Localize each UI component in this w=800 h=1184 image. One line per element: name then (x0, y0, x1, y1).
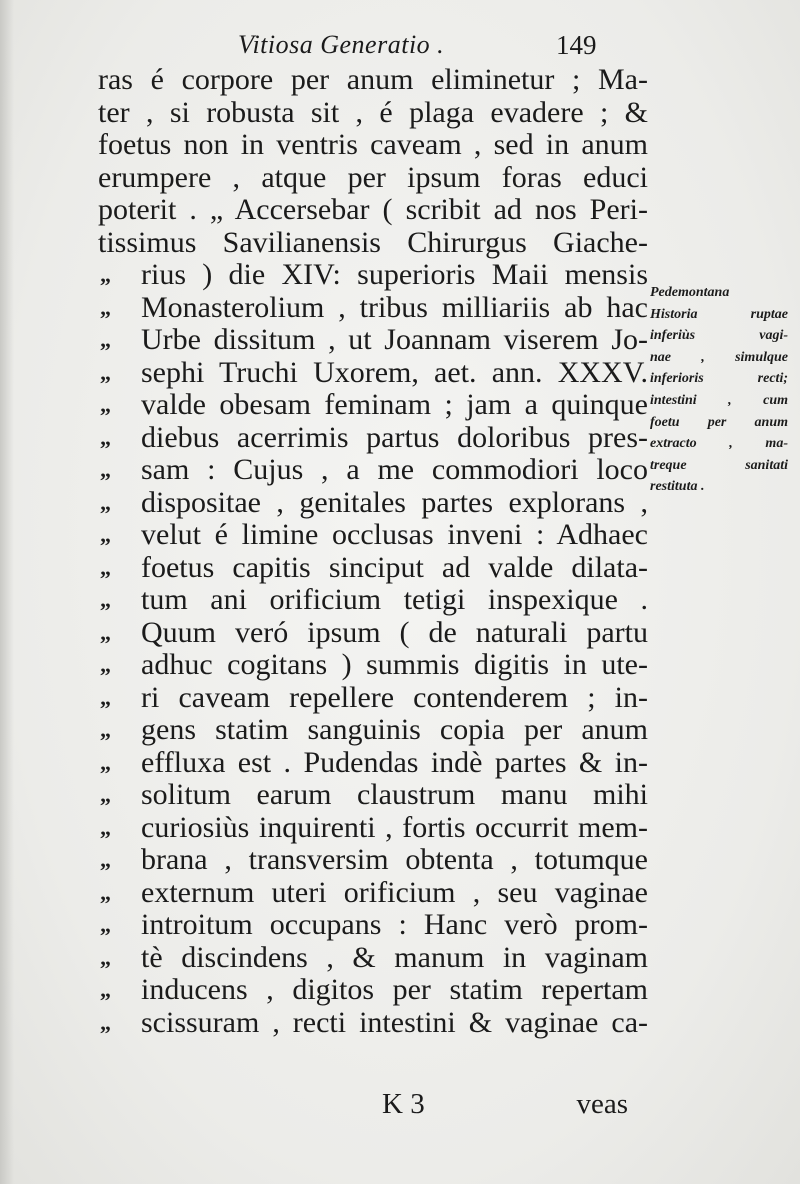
line-text: adhuc cogitans ) summis digitis in ute- (141, 648, 648, 681)
line-text: dispositae , genitales partes explorans , (141, 485, 648, 519)
quote-mark: „ (100, 327, 111, 352)
line-text: rius ) die XIV: superioris Maii mensis (141, 258, 648, 291)
quote-mark: „ (100, 294, 111, 320)
line-text: externum uteri orificium , seu vaginae (141, 875, 648, 909)
quote-mark: „ (100, 587, 111, 612)
line-text: solitum earum claustrum manu mihi (141, 778, 648, 811)
quote-mark: „ (100, 554, 111, 580)
running-title: Vitiosa Generatio . (238, 30, 445, 59)
quoted-line (98, 617, 648, 650)
line-text: Urbe dissitum , ut Joannam viserem Jo- (141, 323, 648, 356)
quote-mark: „ (100, 522, 111, 547)
page-footer (382, 1088, 628, 1124)
quote-mark: „ (100, 912, 111, 937)
line-text: diebus acerrimis partus doloribus pres- (141, 420, 648, 454)
quoted-line (98, 454, 648, 487)
quoted-line (98, 292, 648, 325)
marginal-note-line: intestini , cum (650, 392, 788, 408)
marginal-note-line: Historia ruptae (650, 306, 788, 322)
text-line (98, 162, 648, 195)
quoted-line (98, 877, 648, 910)
marginal-note-line: inferioris recti; (650, 371, 788, 387)
line-text: poterit . „ Accersebar ( scribit ad nos Peri- (98, 193, 648, 226)
line-text: ri caveam repellere contenderem ; in- (141, 680, 648, 714)
quote-mark: „ (100, 684, 111, 710)
quoted-line (98, 259, 648, 292)
marginal-note-line: treque sanitati (650, 457, 788, 473)
quote-mark: „ (100, 944, 111, 970)
main-text-block (98, 64, 648, 1039)
quote-mark: „ (100, 262, 111, 287)
text-line (98, 227, 648, 260)
line-text: velut é limine occlusas inveni : Adhaec (141, 518, 648, 551)
catchword: veas (576, 1088, 628, 1120)
line-text: effluxa est . Pudendas indè partes & in- (141, 745, 648, 779)
quote-mark: „ (100, 652, 111, 677)
signature-mark: K 3 (382, 1088, 425, 1120)
quoted-line (98, 422, 648, 455)
marginal-note-line: nae , simulque (650, 349, 788, 365)
quoted-line (98, 1007, 648, 1040)
page-number: 149 (556, 30, 597, 60)
marginal-note-line: foetu per anum (650, 414, 788, 430)
line-text: sam : Cujus , a me commodiori loco (141, 453, 648, 486)
quoted-line (98, 909, 648, 942)
text-line (98, 194, 648, 227)
quote-mark: „ (100, 359, 111, 385)
text-line (98, 97, 648, 130)
text-line (98, 64, 648, 97)
line-text: inducens , digitos per statim repertam (141, 973, 648, 1006)
quoted-line (98, 357, 648, 390)
quoted-line (98, 812, 648, 845)
marginal-note-line: Pedemontana (650, 285, 730, 300)
line-text: erumpere , atque per ipsum foras educi (98, 160, 648, 194)
line-text: valde obesam feminam ; jam a quinque (141, 388, 648, 421)
quoted-line (98, 779, 648, 812)
quote-mark: „ (100, 619, 111, 645)
quoted-line (98, 942, 648, 975)
quote-mark: „ (100, 749, 111, 775)
quote-mark: „ (100, 782, 111, 807)
quoted-line (98, 747, 648, 780)
text-line (98, 129, 648, 162)
quoted-line (98, 649, 648, 682)
quoted-line (98, 487, 648, 520)
gutter-shadow (0, 0, 14, 1184)
line-text: Monasterolium , tribus milliariis ab hac (141, 290, 648, 324)
quoted-line (98, 324, 648, 357)
quote-mark: „ (100, 879, 111, 905)
quoted-line (98, 682, 648, 715)
quoted-line (98, 714, 648, 747)
quote-mark: „ (100, 977, 111, 1002)
marginal-note-line: restituta . (650, 479, 705, 495)
quoted-line (98, 844, 648, 877)
line-text: tum ani orificium tetigi inspexique . (141, 583, 648, 616)
quote-mark: „ (100, 717, 111, 742)
line-text: tissimus Savilianensis Chirurgus Giache- (98, 225, 648, 259)
quote-mark: „ (100, 424, 111, 450)
marginal-note-line: inferiùs vagi- (650, 328, 788, 344)
quoted-line (98, 974, 648, 1007)
line-text: Quum veró ipsum ( de naturali partu (141, 615, 648, 649)
line-text: foetus non in ventris caveam , sed in anum (98, 128, 648, 161)
line-text: scissuram , recti intestini & vaginae ca- (141, 1005, 648, 1039)
quote-mark: „ (100, 489, 111, 515)
line-text: tè discindens , & manum in vaginam (141, 940, 648, 974)
quote-mark: „ (100, 1009, 111, 1035)
line-text: sephi Truchi Uxorem, aet. ann. XXXV. (141, 355, 648, 389)
page-header (238, 30, 618, 66)
quote-mark: „ (100, 392, 111, 417)
quoted-line (98, 519, 648, 552)
line-text: foetus capitis sinciput ad valde dilata- (141, 550, 648, 584)
marginal-note-line: extracto , ma- (650, 436, 788, 452)
marginal-note (650, 282, 788, 498)
line-text: ras é corpore per anum eliminetur ; Ma- (98, 63, 648, 96)
quote-mark: „ (100, 847, 111, 872)
line-text: curiosiùs inquirenti , fortis occurrit mem- (141, 810, 648, 844)
line-text: brana , transversim obtenta , totumque (141, 843, 648, 876)
quote-mark: „ (100, 814, 111, 840)
quoted-line (98, 552, 648, 585)
line-text: ter , si robusta sit , é plaga evadere ; & (98, 95, 648, 129)
line-text: gens statim sanguinis copia per anum (141, 713, 648, 746)
quote-mark: „ (100, 457, 111, 482)
quoted-line (98, 584, 648, 617)
line-text: introitum occupans : Hanc verò prom- (141, 908, 648, 941)
quoted-line (98, 389, 648, 422)
